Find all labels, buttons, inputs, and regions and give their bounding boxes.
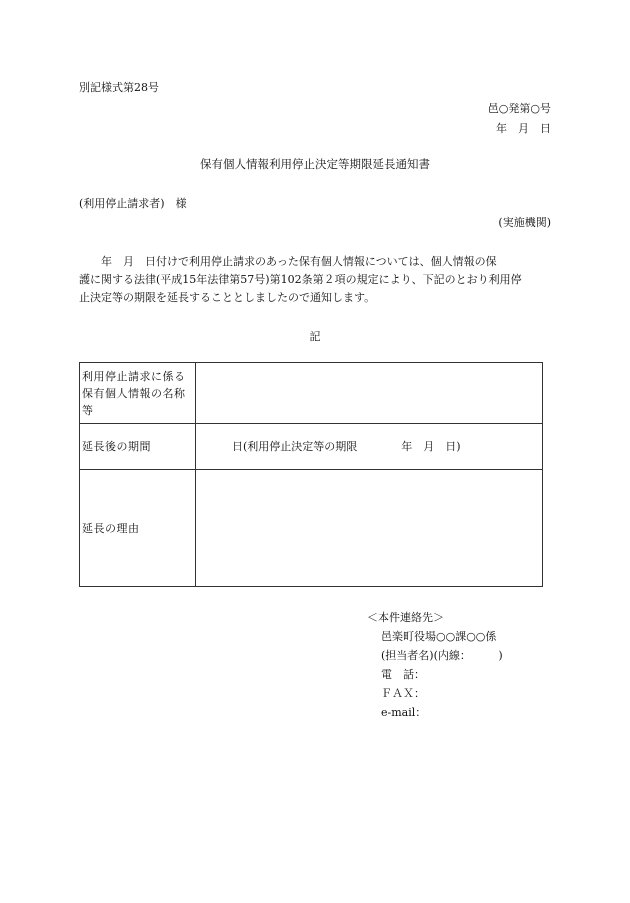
issuing-agency: (実施機関): [498, 216, 551, 229]
body-line: 護に関する法律(平成15年法律第57号)第102条第２項の規定により、下記のとおり利用停: [79, 273, 522, 286]
table-row-label: [80, 424, 196, 470]
form-number: 別記様式第28号: [79, 81, 159, 94]
table-row: [80, 363, 543, 424]
label-line: 延長の理由: [82, 521, 140, 535]
contact-person: (担当者名)(内線： ): [381, 649, 503, 662]
table-row: [80, 424, 543, 470]
label-line: 利用停止請求に係る: [82, 369, 186, 383]
table-row-label: [80, 470, 196, 587]
document-date: 年 月 日: [496, 122, 551, 135]
document-number: 邑○発第○号: [487, 102, 551, 115]
contact-office: 邑楽町役場○○課○○係: [381, 630, 497, 643]
table-row-label: [80, 363, 196, 424]
contact-heading: ＜本件連絡先＞: [367, 611, 444, 624]
table-row-value: [196, 470, 543, 587]
table-row-value: [196, 363, 543, 424]
contact-fax: ＦＡＸ：: [381, 687, 425, 700]
body-paragraph: [79, 253, 551, 307]
label-line: 等: [82, 403, 94, 417]
document-title: 保有個人情報利用停止決定等期限延長通知書: [200, 157, 430, 171]
table-row-value: 日(利用停止決定等の期限 年 月 日): [196, 424, 543, 470]
body-line: 年 月 日付けで利用停止請求のあった保有個人情報については、個人情報の保: [79, 255, 497, 268]
table-row: [80, 470, 543, 587]
note-heading: 記: [309, 330, 321, 343]
contact-email: e-mail：: [381, 706, 427, 719]
body-line: 止決定等の期限を延長することとしましたので通知します。: [79, 291, 376, 304]
details-table: [79, 362, 543, 587]
label-line: 保有個人情報の名称: [82, 386, 186, 400]
addressee: (利用停止請求者) 様: [79, 197, 187, 210]
label-line: 延長後の期間: [82, 440, 151, 453]
contact-block: [367, 608, 503, 722]
contact-phone: 電 話：: [381, 668, 425, 681]
